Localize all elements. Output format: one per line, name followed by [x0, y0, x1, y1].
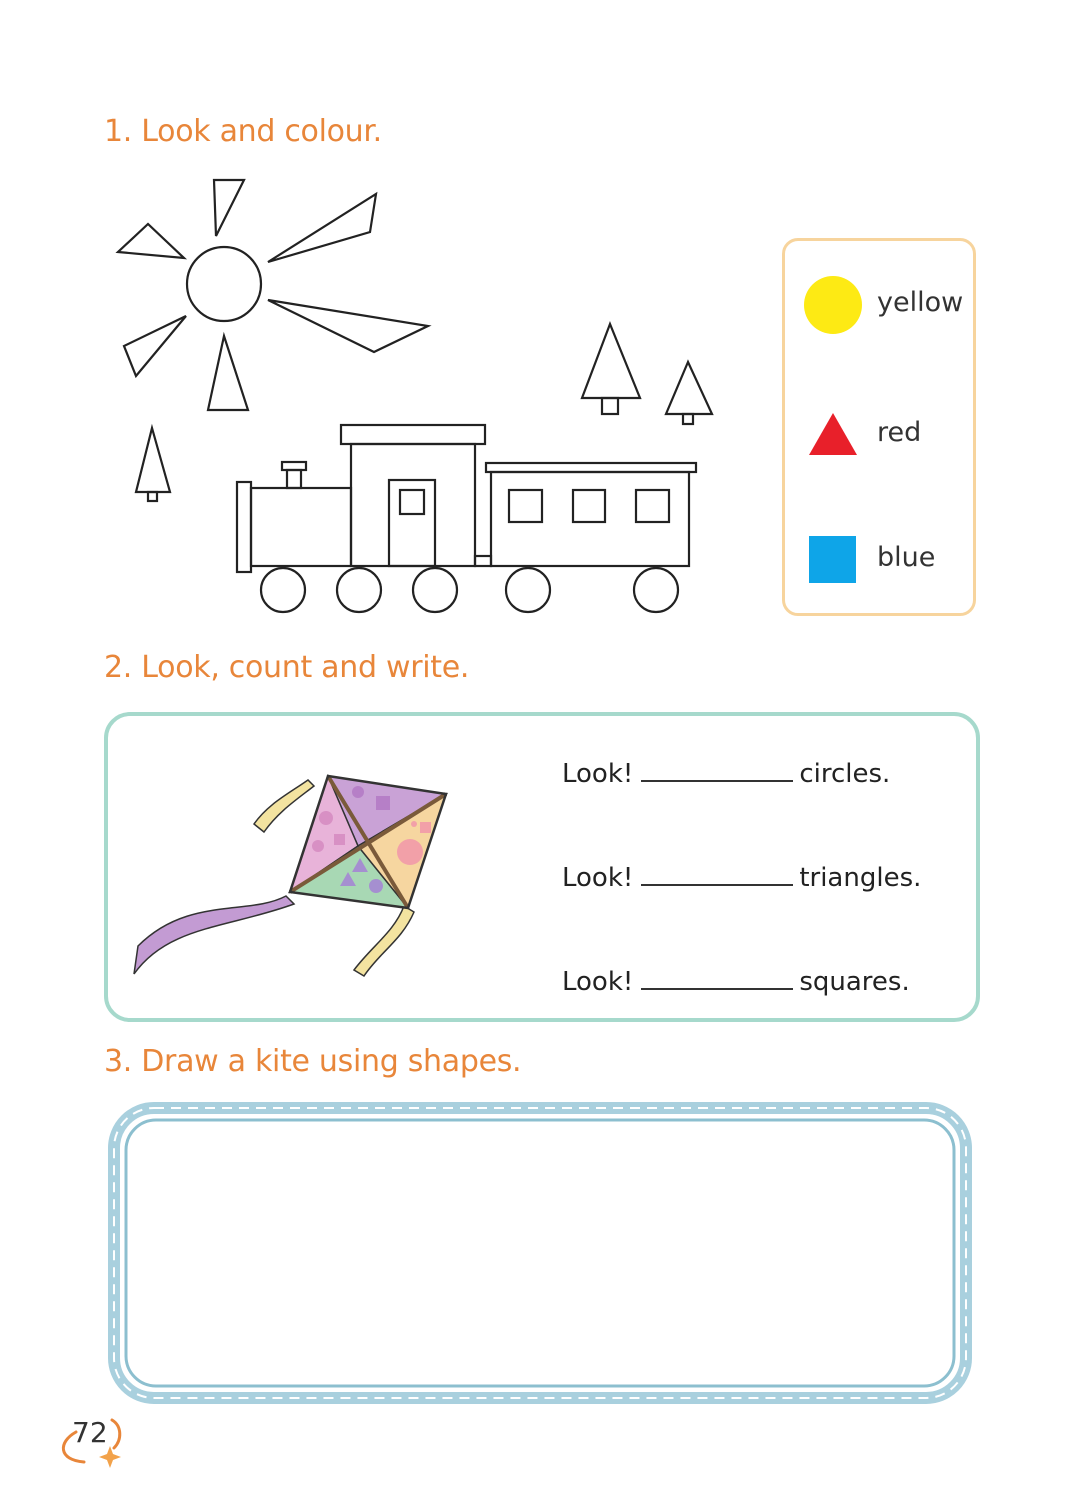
tree-triangle [136, 428, 170, 492]
train-window-square [509, 490, 542, 522]
write-line-circles [562, 754, 890, 789]
train-door-window [400, 490, 424, 514]
legend-label-yellow: yellow [877, 287, 964, 318]
kite-illustration [128, 746, 468, 1006]
write-line-triangles [562, 858, 921, 893]
train-wheel-circle [337, 568, 381, 612]
kite-circle-shape [352, 786, 364, 798]
sun-ray-triangle [118, 224, 184, 258]
train-window-square [636, 490, 669, 522]
kite-circle-shape [319, 811, 333, 825]
legend-label-blue: blue [877, 542, 936, 573]
train-wheel-circle [634, 568, 678, 612]
train-carriage-roof [486, 463, 696, 472]
yellow-circle-icon [803, 275, 863, 335]
train-cab-roof [341, 425, 485, 444]
kite-tail-ribbon [254, 780, 314, 832]
blue-square-icon [803, 530, 863, 590]
legend-row-yellow [785, 269, 973, 339]
train-wheel-circle [506, 568, 550, 612]
sun-ray-triangle [268, 194, 376, 262]
write-suffix-circles: circles. [799, 759, 891, 789]
train-front-plate [237, 482, 251, 572]
kite-tail-ribbon [134, 896, 294, 974]
look-prefix: Look! [562, 863, 634, 893]
write-line-squares [562, 962, 910, 997]
tree-triangle [582, 324, 640, 398]
section-2-heading: 2. Look, count and write. [104, 650, 470, 685]
answer-blank-squares[interactable] [641, 962, 793, 990]
look-prefix: Look! [562, 759, 634, 789]
shapes-scene-illustration [100, 170, 740, 630]
kite-square-shape [376, 796, 390, 810]
kite-square-shape [420, 822, 431, 833]
kite-tail-ribbon [354, 906, 414, 976]
train-cab [351, 444, 475, 566]
train-door [389, 480, 435, 566]
answer-blank-circles[interactable] [641, 754, 793, 782]
kite-circle-shape [397, 839, 423, 865]
train-window-square [573, 490, 605, 522]
look-prefix: Look! [562, 967, 634, 997]
legend-row-blue [785, 524, 973, 594]
kite-circle-shape [312, 840, 324, 852]
drawing-area[interactable] [108, 1102, 972, 1404]
train-chimney-cap [282, 462, 306, 470]
tree-trunk-square [683, 414, 693, 424]
red-triangle-icon [803, 405, 863, 461]
train-carriage [491, 472, 689, 566]
legend-row-red [785, 399, 973, 469]
kite-circle-shape [411, 821, 417, 827]
section-3-heading: 3. Draw a kite using shapes. [104, 1044, 522, 1079]
tree-triangle [666, 362, 712, 414]
tree-trunk-square [148, 492, 157, 501]
sun-ray-triangle [208, 336, 248, 410]
section-1-heading: 1. Look and colour. [104, 114, 382, 149]
legend-label-red: red [877, 417, 922, 448]
train-wheel-circle [261, 568, 305, 612]
sun-circle [187, 247, 261, 321]
count-panel [104, 712, 980, 1022]
page-number: 72 [72, 1416, 108, 1449]
kite-circle-shape [369, 879, 383, 893]
sun-ray-triangle [124, 316, 186, 376]
write-suffix-squares: squares. [799, 967, 910, 997]
write-suffix-triangles: triangles. [799, 863, 922, 893]
tree-trunk-square [602, 398, 618, 414]
train-wheel-circle [413, 568, 457, 612]
sun-ray-triangle [214, 180, 244, 236]
colour-legend [782, 238, 976, 616]
kite-square-shape [334, 834, 345, 845]
page-number-badge [54, 1412, 134, 1472]
train-chimney [287, 470, 301, 488]
sun-ray-triangle [268, 300, 428, 352]
train-coupler [475, 556, 491, 566]
answer-blank-triangles[interactable] [641, 858, 793, 886]
train-boiler [251, 488, 351, 566]
